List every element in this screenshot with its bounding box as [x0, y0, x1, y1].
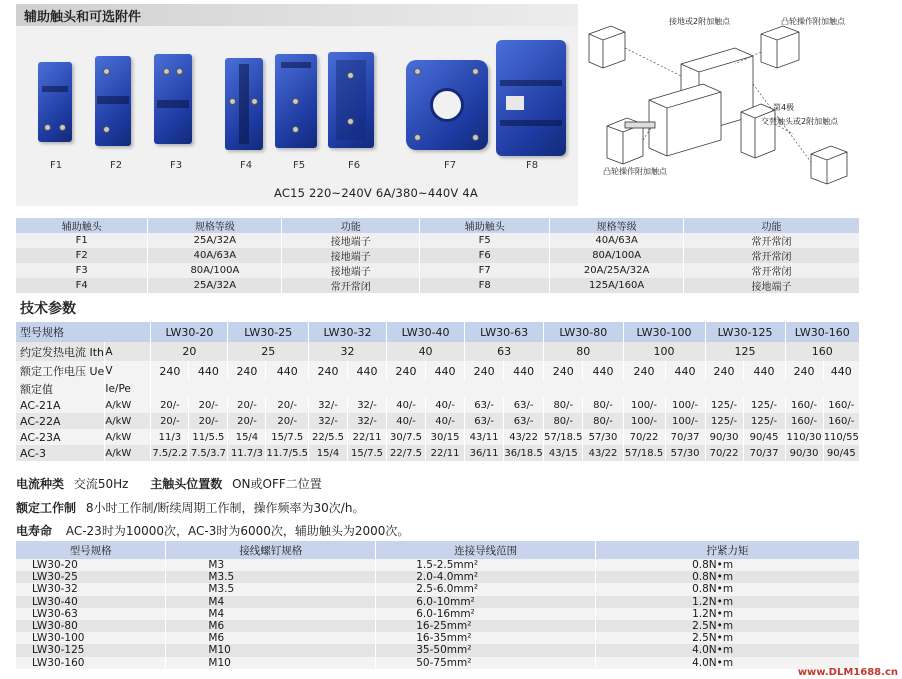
current-row	[16, 342, 860, 361]
rated-unit: Ie/Pe	[105, 381, 151, 397]
model-cell: LW30-32	[309, 322, 387, 342]
ac-cell: 30/15	[426, 429, 465, 445]
table-cell: LW30-63	[16, 608, 166, 620]
table-cell: F4	[16, 278, 148, 293]
ac-cell: 90/30	[785, 445, 823, 461]
ac-cell: 30/7.5	[387, 429, 426, 445]
ac-cell: 125/-	[743, 397, 785, 413]
ac-cell: 160/-	[823, 413, 859, 429]
ac-cell: 43/15	[544, 445, 583, 461]
column-header: 规格等级	[148, 218, 282, 233]
ac-cell: 43/11	[465, 429, 504, 445]
ac-cell: 57/18.5	[623, 445, 665, 461]
section-header	[16, 4, 578, 26]
table-cell: 80A/100A	[148, 263, 282, 278]
table-cell: 常开常闭	[684, 233, 860, 248]
table-cell: 16-25mm²	[376, 620, 596, 632]
table-cell: 2.5N•m	[596, 620, 860, 632]
ac-cell: 90/45	[743, 429, 785, 445]
ac-cell: 63/-	[504, 413, 544, 429]
model-cell: LW30-80	[544, 322, 623, 342]
table-cell: 接地端子	[282, 248, 420, 263]
current-unit: A	[105, 342, 151, 361]
ac-cell: 32/-	[309, 397, 348, 413]
table-cell: 2.5N•m	[596, 632, 860, 644]
table-cell: 1.2N•m	[596, 596, 860, 608]
part-label: F4	[240, 160, 253, 171]
rating-caption: AC15 220~240V 6A/380~440V 4A	[274, 186, 478, 200]
ac-cell: 125/-	[705, 397, 743, 413]
ac-cell: 20/-	[228, 413, 266, 429]
ac-cell: 11.7/3	[228, 445, 266, 461]
ac-cell: 15/7.5	[266, 429, 309, 445]
duty-note	[16, 499, 364, 516]
model-row	[16, 322, 860, 342]
accessory-table	[16, 218, 860, 293]
voltage-cell: 240	[309, 361, 348, 381]
table-row	[16, 583, 860, 595]
table-cell: 接地端子	[684, 278, 860, 293]
screw-spec-table	[16, 541, 860, 669]
ac-cell: 63/-	[465, 397, 504, 413]
diagram-label: 第4极	[773, 103, 795, 112]
part-f5-image	[275, 54, 317, 148]
part-f2-image	[95, 56, 131, 146]
table-cell: 1.2N•m	[596, 608, 860, 620]
table-row	[16, 608, 860, 620]
ac-cell: 22/7.5	[387, 445, 426, 461]
column-header: 辅助触头	[420, 218, 550, 233]
model-cell: LW30-25	[228, 322, 309, 342]
watermark: www.DLM1688.cn	[797, 667, 898, 678]
ac-cell: 20/-	[151, 397, 189, 413]
table-cell: F6	[420, 248, 550, 263]
voltage-cell: 240	[785, 361, 823, 381]
ac-cell: 63/-	[504, 397, 544, 413]
table-row	[16, 571, 860, 583]
diagram-label: 凸轮操作附加触点	[603, 167, 667, 176]
ac-unit: A/kW	[105, 429, 151, 445]
table-row	[16, 632, 860, 644]
table-cell: LW30-160	[16, 657, 166, 669]
part-label: F1	[50, 160, 63, 171]
model-cell: LW30-125	[705, 322, 785, 342]
ac-cell: 57/18.5	[544, 429, 583, 445]
ac-cell: 80/-	[583, 397, 623, 413]
current-type-value: 交流50Hz	[73, 477, 129, 491]
model-cell: LW30-100	[623, 322, 705, 342]
table-cell: 常开常闭	[684, 248, 860, 263]
positions-label: 主触头位置数	[150, 477, 223, 491]
current-cell: 125	[705, 342, 785, 361]
table-cell: M4	[166, 608, 376, 620]
table-row	[16, 559, 860, 571]
table-cell: LW30-80	[16, 620, 166, 632]
column-header: 连接导线范围	[376, 541, 596, 559]
ac-cell: 32/-	[348, 413, 387, 429]
model-cell: LW30-63	[465, 322, 544, 342]
ac-cell: 40/-	[426, 413, 465, 429]
ac-cell: 63/-	[465, 413, 504, 429]
table-cell: LW30-100	[16, 632, 166, 644]
ac-label: AC-23A	[16, 429, 105, 445]
voltage-cell: 440	[583, 361, 623, 381]
part-f7-image	[406, 60, 488, 150]
table-cell: 16-35mm²	[376, 632, 596, 644]
ac-cell: 43/22	[583, 445, 623, 461]
table-cell: 1.5-2.5mm²	[376, 559, 596, 571]
current-cell: 80	[544, 342, 623, 361]
product-photo-panel	[16, 26, 578, 206]
table-cell: 常开常闭	[684, 263, 860, 278]
table-cell: 接地端子	[282, 263, 420, 278]
ac-cell: 11.7/5.5	[266, 445, 309, 461]
ac-cell: 22/11	[426, 445, 465, 461]
ac-cell: 100/-	[623, 397, 665, 413]
table-cell: F1	[16, 233, 148, 248]
ac-cell: 125/-	[743, 413, 785, 429]
part-label: F5	[293, 160, 306, 171]
table-row	[16, 248, 860, 263]
ac-cell: 100/-	[623, 413, 665, 429]
part-label: F8	[526, 160, 539, 171]
ac23a-row	[16, 429, 860, 445]
ac-cell: 80/-	[544, 397, 583, 413]
model-label: 型号规格	[16, 322, 151, 342]
voltage-cell: 440	[348, 361, 387, 381]
ac-cell: 70/22	[705, 445, 743, 461]
voltage-row	[16, 361, 860, 381]
table-cell: M10	[166, 644, 376, 656]
ac-cell: 15/7.5	[348, 445, 387, 461]
ac-cell: 15/4	[228, 429, 266, 445]
diagram-label: 接地或2附加触点	[669, 17, 731, 26]
voltage-cell: 440	[426, 361, 465, 381]
ac-cell: 110/30	[785, 429, 823, 445]
voltage-cell: 240	[705, 361, 743, 381]
ac-label: AC-3	[16, 445, 105, 461]
ac-cell: 70/37	[665, 429, 705, 445]
current-cell: 32	[309, 342, 387, 361]
column-header: 规格等级	[550, 218, 684, 233]
current-cell: 63	[465, 342, 544, 361]
ac-cell: 36/11	[465, 445, 504, 461]
voltage-cell: 440	[266, 361, 309, 381]
current-label: 约定发热电流 Ith	[16, 342, 105, 361]
table-cell: M3	[166, 559, 376, 571]
table-cell: 125A/160A	[550, 278, 684, 293]
table-cell: 20A/25A/32A	[550, 263, 684, 278]
part-f6-image	[328, 52, 374, 148]
ac-cell: 32/-	[348, 397, 387, 413]
voltage-cell: 240	[623, 361, 665, 381]
current-cell: 160	[785, 342, 859, 361]
assembly-diagram	[585, 4, 902, 204]
column-header: 拧紧力矩	[596, 541, 860, 559]
table-cell: 50-75mm²	[376, 657, 596, 669]
table-cell: 0.8N•m	[596, 571, 860, 583]
table-cell: 6.0-16mm²	[376, 608, 596, 620]
ac-cell: 20/-	[228, 397, 266, 413]
ac-cell: 70/37	[743, 445, 785, 461]
table-cell: F2	[16, 248, 148, 263]
voltage-cell: 240	[465, 361, 504, 381]
column-header: 功能	[282, 218, 420, 233]
ac-label: AC-21A	[16, 397, 105, 413]
ac21a-row	[16, 397, 860, 413]
ac-cell: 22/11	[348, 429, 387, 445]
current-cell: 100	[623, 342, 705, 361]
voltage-cell: 440	[504, 361, 544, 381]
ac-cell: 20/-	[266, 413, 309, 429]
part-label: F6	[348, 160, 361, 171]
voltage-cell: 240	[387, 361, 426, 381]
tech-parameter-table	[16, 322, 860, 461]
table-cell: 40A/63A	[550, 233, 684, 248]
voltage-cell: 440	[743, 361, 785, 381]
diagram-label: 交替触头或2附加触点	[761, 117, 839, 126]
ac3-row	[16, 445, 860, 461]
table-cell: 接地端子	[282, 233, 420, 248]
table-cell: LW30-25	[16, 571, 166, 583]
ac-cell: 80/-	[544, 413, 583, 429]
table-cell: 4.0N•m	[596, 657, 860, 669]
ac-unit: A/kW	[105, 397, 151, 413]
ac-cell: 20/-	[189, 397, 228, 413]
part-f8-image	[496, 40, 566, 156]
voltage-cell: 440	[823, 361, 859, 381]
table-cell: LW30-20	[16, 559, 166, 571]
table-header-row	[16, 541, 860, 559]
voltage-cell: 440	[665, 361, 705, 381]
ac-cell: 57/30	[583, 429, 623, 445]
current-cell: 25	[228, 342, 309, 361]
table-cell: 35-50mm²	[376, 644, 596, 656]
ac-cell: 90/45	[823, 445, 859, 461]
voltage-label: 额定工作电压 Ue	[16, 361, 105, 381]
ac-cell: 110/55	[823, 429, 859, 445]
ac-cell: 160/-	[785, 413, 823, 429]
voltage-unit: V	[105, 361, 151, 381]
voltage-cell: 240	[544, 361, 583, 381]
ac-cell: 15/4	[309, 445, 348, 461]
table-cell: F5	[420, 233, 550, 248]
ac-cell: 20/-	[189, 413, 228, 429]
ac-cell: 11/3	[151, 429, 189, 445]
table-row	[16, 644, 860, 656]
ac-cell: 57/30	[665, 445, 705, 461]
ac-cell: 40/-	[387, 413, 426, 429]
table-cell: 80A/100A	[550, 248, 684, 263]
table-cell: 常开常闭	[282, 278, 420, 293]
part-label: F2	[110, 160, 123, 171]
table-cell: F3	[16, 263, 148, 278]
table-cell: 0.8N•m	[596, 583, 860, 595]
life-note	[16, 522, 409, 539]
duty-label: 额定工作制	[16, 501, 77, 515]
table-cell: F8	[420, 278, 550, 293]
table-row	[16, 657, 860, 669]
ac-cell: 160/-	[823, 397, 859, 413]
ac-cell: 32/-	[309, 413, 348, 429]
part-label: F3	[170, 160, 183, 171]
life-label: 电寿命	[16, 524, 53, 538]
table-cell: M3.5	[166, 571, 376, 583]
table-cell: M6	[166, 632, 376, 644]
voltage-cell: 240	[151, 361, 189, 381]
column-header: 接线螺钉规格	[166, 541, 376, 559]
part-f3-image	[154, 54, 192, 144]
rated-label: 额定值	[16, 381, 105, 397]
table-cell: LW30-125	[16, 644, 166, 656]
part-f4-image	[225, 58, 263, 150]
current-cell: 40	[387, 342, 465, 361]
table-header-row	[16, 218, 860, 233]
column-header: 功能	[684, 218, 860, 233]
model-cell: LW30-20	[151, 322, 228, 342]
table-cell: 2.0-4.0mm²	[376, 571, 596, 583]
voltage-cell: 240	[228, 361, 266, 381]
ac-cell: 160/-	[785, 397, 823, 413]
table-cell: 0.8N•m	[596, 559, 860, 571]
duty-value: 8小时工作制/断续周期工作制，操作频率为30次/h。	[85, 501, 365, 515]
table-cell: 6.0-10mm²	[376, 596, 596, 608]
table-cell: F7	[420, 263, 550, 278]
ac22a-row	[16, 413, 860, 429]
table-cell: 40A/63A	[148, 248, 282, 263]
rated-row	[16, 381, 860, 397]
part-f1-image	[38, 62, 72, 142]
table-row	[16, 620, 860, 632]
tech-section-title: 技术参数	[20, 301, 76, 317]
column-header: 型号规格	[16, 541, 166, 559]
ac-cell: 22/5.5	[309, 429, 348, 445]
ac-cell: 40/-	[387, 397, 426, 413]
ac-cell: 36/18.5	[504, 445, 544, 461]
voltage-cell: 440	[189, 361, 228, 381]
ac-cell: 43/22	[504, 429, 544, 445]
current-type-label: 电流种类	[16, 477, 65, 491]
diagram-label: 凸轮操作附加触点	[781, 17, 845, 26]
ac-cell: 100/-	[665, 413, 705, 429]
ac-cell: 100/-	[665, 397, 705, 413]
ac-cell: 20/-	[266, 397, 309, 413]
ac-cell: 125/-	[705, 413, 743, 429]
current-cell: 20	[151, 342, 228, 361]
ac-unit: A/kW	[105, 445, 151, 461]
table-cell: 25A/32A	[148, 233, 282, 248]
ac-label: AC-22A	[16, 413, 105, 429]
section-title: 辅助触头和可选附件	[24, 10, 142, 25]
ac-cell: 20/-	[151, 413, 189, 429]
positions-value: ON或OFF二位置	[232, 477, 322, 491]
model-cell: LW30-40	[387, 322, 465, 342]
table-cell: M4	[166, 596, 376, 608]
model-cell: LW30-160	[785, 322, 859, 342]
table-row	[16, 263, 860, 278]
table-cell: LW30-40	[16, 596, 166, 608]
table-cell: 4.0N•m	[596, 644, 860, 656]
ac-unit: A/kW	[105, 413, 151, 429]
table-row	[16, 233, 860, 248]
table-cell: 2.5-6.0mm²	[376, 583, 596, 595]
table-cell: LW30-32	[16, 583, 166, 595]
table-cell: M6	[166, 620, 376, 632]
table-cell: M10	[166, 657, 376, 669]
ac-cell: 90/30	[705, 429, 743, 445]
table-row	[16, 596, 860, 608]
ac-cell: 70/22	[623, 429, 665, 445]
table-cell: M3.5	[166, 583, 376, 595]
ac-cell: 40/-	[426, 397, 465, 413]
table-row	[16, 278, 860, 293]
current-type-note	[16, 475, 322, 492]
column-header: 辅助触头	[16, 218, 148, 233]
ac-cell: 7.5/2.2	[151, 445, 189, 461]
ac-cell: 7.5/3.7	[189, 445, 228, 461]
ac-cell: 11/5.5	[189, 429, 228, 445]
life-value: AC-23时为10000次，AC-3时为6000次，辅助触头为2000次。	[65, 524, 410, 538]
table-cell: 25A/32A	[148, 278, 282, 293]
ac-cell: 80/-	[583, 413, 623, 429]
part-label: F7	[444, 160, 457, 171]
